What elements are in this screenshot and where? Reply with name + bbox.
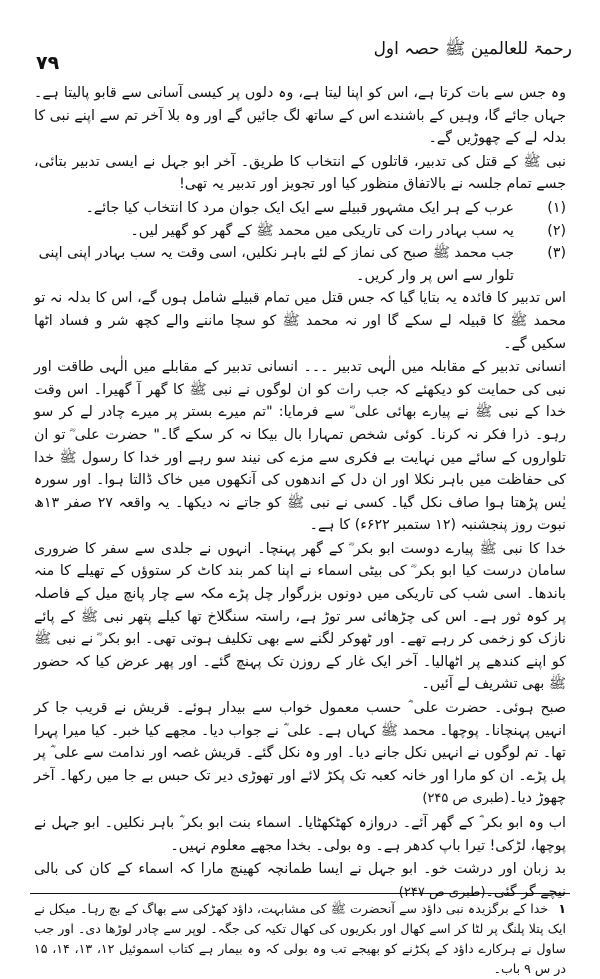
paragraph — [34, 356, 566, 537]
footnote — [34, 899, 566, 979]
numbered-list — [34, 197, 566, 287]
list-number: (۲) — [547, 222, 566, 239]
paragraph — [34, 82, 566, 150]
list-number: (۳) — [547, 245, 566, 262]
paragraph-text: اب وہ ابو بکر ؓ کے گھر آئے۔ دروازہ کھٹکھٹایا۔ اسماء بنت ابو بکر ؓ باہر نکلیں۔ ابو جہل نے پوچھا، لڑکی! تیرا باپ کدھر ہے۔ وہ بولی۔ بخدا مجھے معلوم نہیں۔ — [34, 815, 566, 854]
list-text: عرب کے ہر ایک مشہور قبیلے سے ایک ایک جوان مرد کا انتخاب کیا جائے۔ — [85, 199, 514, 216]
paragraph — [34, 538, 566, 696]
paragraph — [34, 697, 566, 811]
list-item — [34, 197, 566, 220]
footnote-text: خدا کے برگزیدہ نبی داؤد سے آنحضرت ﷺ کی مشابہت، داؤد کھڑکی سے بھاگ کے بچ رہا۔ میکل نے ایک پتلا پلنگ پر لٹا کر اسے کھال اور بکریوں کی کھال تکیہ کی جگہ۔ لوپر سے چادر لوڑھا دی۔ اور جب ساول نے ہرکارے داؤد کے پکڑنے کو بھیجے تب وہ بولی کہ وہ بیمار ہے کتاب اسموئیل ۱۲، ۱۳، ۱۴، ۱۵ در س ۹ باب۔ — [34, 901, 566, 976]
footnote-mark: ۱ — [558, 901, 566, 916]
paragraph-text: بد زبان اور درشت خو۔ ابو جہل نے ایسا طمانچہ کھینچ مارا کہ اسماء کے کان کی بالی نیچے گر گئی۔ — [34, 861, 566, 900]
paragraph — [34, 812, 566, 857]
paragraph-text: انسانی تدبیر کے مقابلہ میں الٰہی تدبیر ۔۔۔ انسانی تدبیر کے مقابلے میں الٰہی طاقت اور نبی کی حمایت کو دیکھئے کہ جب رات کو ان لوگوں نے نبی ﷺ کا گھر آ گھیرا۔ اس وقت خدا کے نبی ﷺ نے پیارے بھائی علی ؓ سے فرمایا: "تم میرے بستر پر میرے چادر لے کر سو رہو۔ ذرا فکر نہ کرنا۔ کوئی شخص تمہارا بال بیکا نہ کر سکے گا۔" حضرت علی ؓ تو ان تلواروں کے سائے میں نہایت بے فکری سے مزے کی نیند سو رہے اور خدا کا رسول ﷺ خدا کی حفاظت میں باہر نکلا اور ان دل کے اندھوں کی آنکھوں میں خاک ڈالتا ہوا۔ اور سورہ یٰس پڑھتا ہوا صاف نکل گیا۔ کسی نے نبی ﷺ کو جاتے نہ دیکھا۔ یہ واقعہ ۲۷ صفر ۱۳ھ نبوت روز پنجشنبہ (۱۲ ستمبر ۶۲۲ء) کا ہے۔ — [34, 359, 567, 534]
paragraph-text: صبح ہوئی۔ حضرت علی ؓ حسب معمول خواب سے بیدار ہوئے۔ قریش نے قریب جا کر انہیں پہنچانا۔ پوچھا۔ محمد ﷺ کہاں ہے۔ علی ؓ نے جواب دیا۔ مجھے کیا خبر۔ کیا میرا پہرا تھا۔ تم لوگوں نے انہیں نکل جانے دیا۔ اور وہ نکل گئے۔ قریش غصہ اور ندامت سے علی ؓ پر پل پڑے۔ ان کو مارا اور خانہ کعبہ تک پکڑ لائے اور تھوڑی دیر تک حبس بے جا میں رکھا۔ آخر چھوڑ دیا۔ — [34, 700, 566, 807]
paragraph-text: خدا کا نبی ﷺ پیارے دوست ابو بکر ؓ کے گھر پہنچا۔ انہوں نے جلدی سے سفر کا ضروری سامان درست کیا ابو بکر ؓ کی بیٹی اسماء نے اپنا کمر بند کاٹ کر ستوؤں کے تھیلے کا منہ باندھا۔ اسی شب کی تاریکی میں دونوں بزرگوار چل پڑے مکہ سے چار پانچ میل کے فاصلہ پر کوہ ثور ہے۔ اس کی چڑھائی سر توڑ ہے، راستہ سنگلاخ تھا کیلے پتھر نبی ﷺ کے پائے نازک کو زخمی کر رہے تھے۔ اور ٹھوکر لگنے سے بھی تکلیف ہوتی تھی۔ ابو بکر ؓ نے نبی ﷺ کو اپنے کندھے پر اٹھالیا۔ آخر ایک غار کے روزن تک پہنچ گئے۔ اور پھر عرض کیا کہ حضور ﷺ بھی تشریف لے آئیں۔ — [34, 540, 566, 693]
paragraph — [34, 287, 566, 355]
citation: (طبری ص ۲۴۵) — [422, 791, 510, 807]
list-text: جب محمد ﷺ صبح کی نماز کے لئے باہر نکلیں، اسی وقت یہ سب بہادر اپنی اپنی تلوار سے اس پر وار کریں۔ — [38, 245, 514, 284]
citation: (طبری ص ۲۴۷) — [398, 884, 486, 900]
list-item — [34, 242, 566, 287]
page-header — [28, 34, 572, 74]
paragraph — [34, 151, 566, 196]
running-title: رحمۃ للعالمین ﷺ حصہ اول — [373, 39, 572, 59]
list-item — [34, 220, 566, 243]
list-text: یہ سب بہادر رات کی تاریکی میں محمد ﷺ کے گھر کو گھیر لیں۔ — [130, 222, 514, 239]
list-number: (۱) — [547, 199, 566, 216]
paragraph — [34, 858, 566, 904]
page-number: ۷۹ — [36, 52, 60, 74]
paragraph-text: اس تدبیر کا فائدہ یہ بتایا گیا کہ جس قتل میں تمام قبیلے شامل ہوں گے، اس کا بدلہ نہ تو محمد ﷺ کا قبیلہ لے سکے گا اور نہ محمد ﷺ کو سچا ماننے والے کچھ شر و فساد اٹھا سکیں گے۔ — [34, 290, 566, 352]
footnote-divider — [30, 893, 570, 894]
body-text — [34, 82, 567, 900]
paragraph-text: نبی ﷺ کے قتل کی تدبیر، قاتلوں کے انتخاب کا طریق۔ آخر ابو جہل نے ایسی تدبیر بتائی، جسے تمام جلسہ نے بالاتفاق منظور کیا اور تجویز اور تدبیر یہ تھی! — [34, 153, 566, 193]
paragraph-text: وہ جس سے بات کرتا ہے، اس کو اپنا لیتا ہے، وہ دلوں پر کیسی آسانی سے قابو پالیتا ہے۔ جہاں جائے گا، وہیں کے باشندے اس کے ساتھ لگ جائیں گے اور وہ بلا آخر تم سے اپنے نبی کا بدلہ لے کے چھوڑیں گے۔ — [34, 85, 566, 147]
